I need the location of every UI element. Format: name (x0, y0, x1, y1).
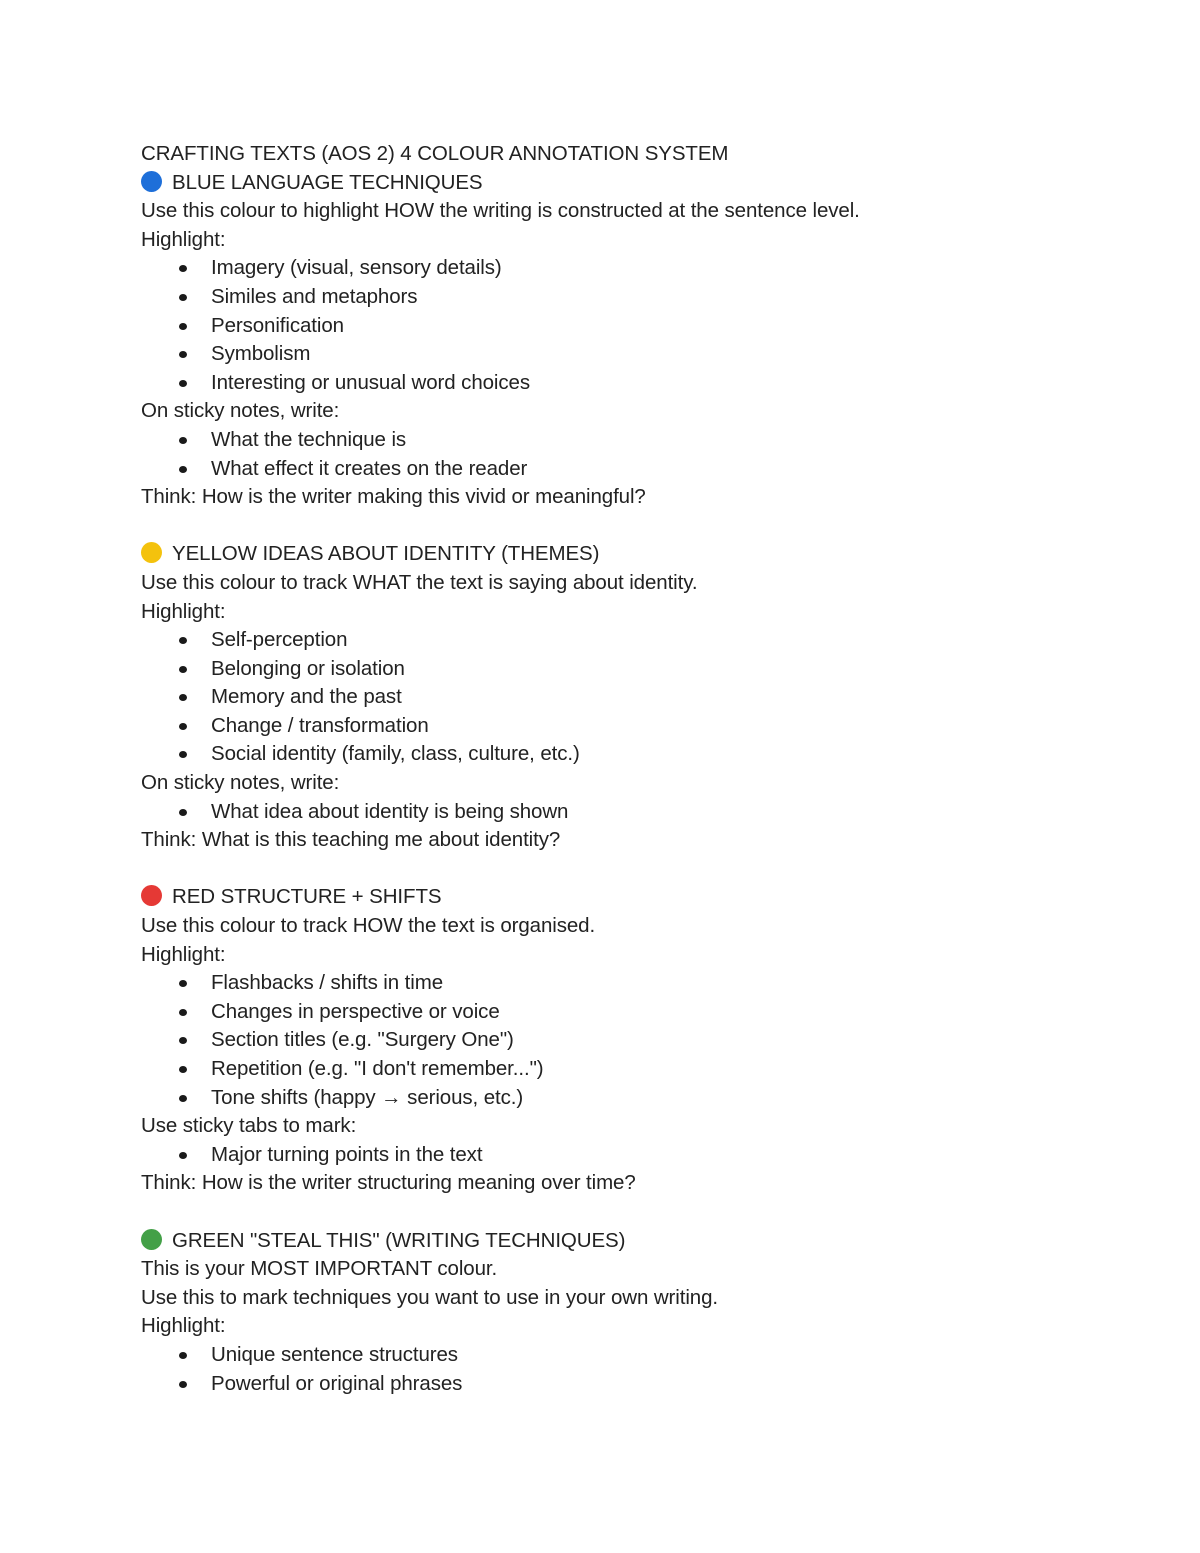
highlight-list (141, 254, 1121, 397)
notes-label: On sticky notes, write: (141, 771, 340, 795)
section-heading: RED STRUCTURE + SHIFTS (141, 883, 1121, 912)
list-item: Change / transformation (141, 712, 1121, 741)
section-intro: This is your MOST IMPORTANT colour. (141, 1257, 498, 1281)
notes-label: Use sticky tabs to mark: (141, 1114, 357, 1138)
bullet-icon (179, 351, 187, 358)
bullet-icon (179, 809, 187, 816)
section-heading: BLUE LANGUAGE TECHNIQUES (141, 169, 1121, 198)
section-blue (141, 169, 1121, 512)
spacer (141, 512, 1121, 541)
list-item: Memory and the past (141, 683, 1121, 712)
spacer (141, 855, 1121, 884)
bullet-icon (179, 1095, 187, 1102)
bullet-icon (179, 1152, 187, 1159)
bullet-icon (179, 694, 187, 701)
bullet-icon (179, 1352, 187, 1359)
bullet-icon (179, 1009, 187, 1016)
list-item: Social identity (family, class, culture, etc.) (141, 740, 1121, 769)
bullet-icon (179, 437, 187, 444)
section-intro: Use this colour to track HOW the text is organised. (141, 914, 596, 938)
bullet-icon (179, 1037, 187, 1044)
section-red (141, 883, 1121, 1198)
notes-list (141, 798, 1121, 827)
list-item: Changes in perspective or voice (141, 998, 1121, 1027)
list-item: What idea about identity is being shown (141, 798, 1121, 827)
green-circle-icon (141, 1229, 162, 1250)
bullet-icon (179, 723, 187, 730)
section-intro: Use this colour to highlight HOW the writing is constructed at the sentence level. (141, 199, 860, 223)
section-heading: YELLOW IDEAS ABOUT IDENTITY (THEMES) (141, 540, 1121, 569)
section-green (141, 1227, 1121, 1399)
bullet-icon (179, 1066, 187, 1073)
spacer (141, 1198, 1121, 1227)
bullet-icon (179, 751, 187, 758)
think-prompt: Think: What is this teaching me about identity? (141, 828, 561, 852)
list-item: Interesting or unusual word choices (141, 369, 1121, 398)
list-item: Flashbacks / shifts in time (141, 969, 1121, 998)
notes-list (141, 1141, 1121, 1170)
highlight-label: Highlight: (141, 227, 226, 251)
highlight-list (141, 1341, 1121, 1398)
notes-list (141, 426, 1121, 483)
list-item: Unique sentence structures (141, 1341, 1121, 1370)
notes-label: On sticky notes, write: (141, 399, 340, 423)
bullet-icon (179, 980, 187, 987)
list-item: Powerful or original phrases (141, 1370, 1121, 1399)
list-item: Symbolism (141, 340, 1121, 369)
highlight-label: Highlight: (141, 599, 226, 623)
list-item: What effect it creates on the reader (141, 455, 1121, 484)
bullet-icon (179, 323, 187, 330)
bullet-icon (179, 637, 187, 644)
highlight-label: Highlight: (141, 942, 226, 966)
list-item: Self-perception (141, 626, 1121, 655)
list-item: Section titles (e.g. "Surgery One") (141, 1026, 1121, 1055)
section-intro: Use this colour to track WHAT the text is saying about identity. (141, 570, 698, 594)
document-title: CRAFTING TEXTS (AOS 2) 4 COLOUR ANNOTATION SYSTEM (141, 142, 729, 165)
bullet-icon (179, 294, 187, 301)
list-item: Belonging or isolation (141, 655, 1121, 684)
list-item: Repetition (e.g. "I don't remember...") (141, 1055, 1121, 1084)
section-yellow (141, 540, 1121, 855)
bullet-icon (179, 265, 187, 272)
section-intro-2: Use this to mark techniques you want to use in your own writing. (141, 1285, 718, 1309)
think-prompt: Think: How is the writer structuring meaning over time? (141, 1171, 636, 1195)
bullet-icon (179, 380, 187, 387)
list-item: Similes and metaphors (141, 283, 1121, 312)
list-item: Major turning points in the text (141, 1141, 1121, 1170)
bullet-icon (179, 1381, 187, 1388)
highlight-list (141, 626, 1121, 769)
list-item: Tone shifts (happy → serious, etc.) (141, 1084, 1121, 1113)
highlight-list (141, 969, 1121, 1112)
list-item: What the technique is (141, 426, 1121, 455)
highlight-label: Highlight: (141, 1314, 226, 1338)
blue-circle-icon (141, 171, 162, 192)
bullet-icon (179, 666, 187, 673)
red-circle-icon (141, 885, 162, 906)
document-page (141, 140, 1121, 1398)
list-item: Imagery (visual, sensory details) (141, 254, 1121, 283)
section-heading: GREEN "STEAL THIS" (WRITING TECHNIQUES) (141, 1227, 1121, 1256)
bullet-icon (179, 466, 187, 473)
yellow-circle-icon (141, 542, 162, 563)
list-item: Personification (141, 312, 1121, 341)
think-prompt: Think: How is the writer making this vivid or meaningful? (141, 485, 646, 509)
